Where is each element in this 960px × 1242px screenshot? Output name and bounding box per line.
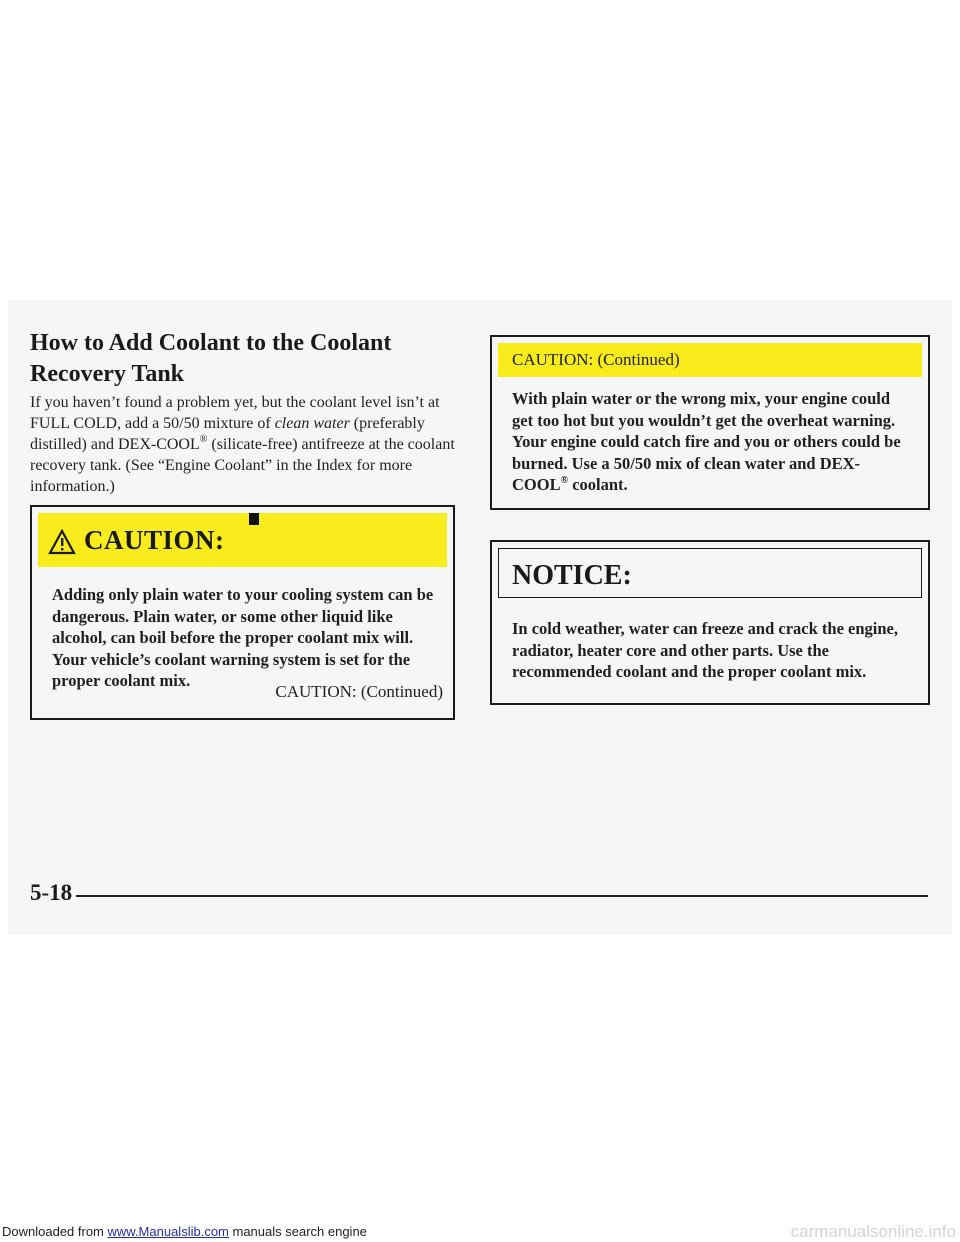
caution-continued-footer: CAUTION: (Continued) (275, 682, 443, 701)
notice-body: In cold weather, water can freeze and crack the engine, radiator, heater core and other parts. Use the recommended coolant and the proper coolant mix. (512, 619, 899, 681)
manualslib-link[interactable]: www.Manualslib.com (107, 1224, 229, 1239)
section-heading: How to Add Coolant to the Coolant Recovery Tank (30, 330, 392, 387)
download-footer: Downloaded from www.Manualslib.com manuals search engine (2, 1224, 367, 1239)
watermark-text: carmanualsonline.info (790, 1222, 956, 1241)
notice-box (490, 540, 930, 705)
notice-title: NOTICE: (512, 560, 632, 591)
caution-continued-title: CAUTION: (Continued) (512, 350, 680, 369)
caution-continued-band (498, 343, 922, 377)
caution-box (30, 505, 455, 720)
caution-header-band (38, 513, 447, 567)
intro-paragraph: If you haven’t found a problem yet, but the coolant level isn’t at FULL COLD, add a 50/50 mixture of clean water (preferably distilled) and DEX-COOL® (silicate-free) antifreeze at the coolant recovery tank. (See “Engine Coolant” in the Index for more information.) (30, 394, 455, 495)
marker-square (249, 513, 259, 525)
footer-rule (76, 895, 928, 897)
caution-body: Adding only plain water to your cooling system can be dangerous. Plain water, or some other liquid like alcohol, can boil before the proper coolant mix will. Your vehicle’s coolant warning system is set for the proper coolant mix. (52, 585, 434, 690)
caution-title: CAUTION: (84, 525, 225, 555)
caution-continued-body: With plain water or the wrong mix, your engine could get too hot but you wouldn’t get the overheat warning. Your engine could catch fire and you or others could be burned. Use a 50/50 mix of clean water and DEX-COOL® coolant. (512, 389, 901, 494)
page-number: 5-18 (30, 880, 73, 905)
warning-triangle-icon (48, 529, 76, 555)
notice-header (498, 548, 922, 598)
caution-continued-box (490, 335, 930, 510)
